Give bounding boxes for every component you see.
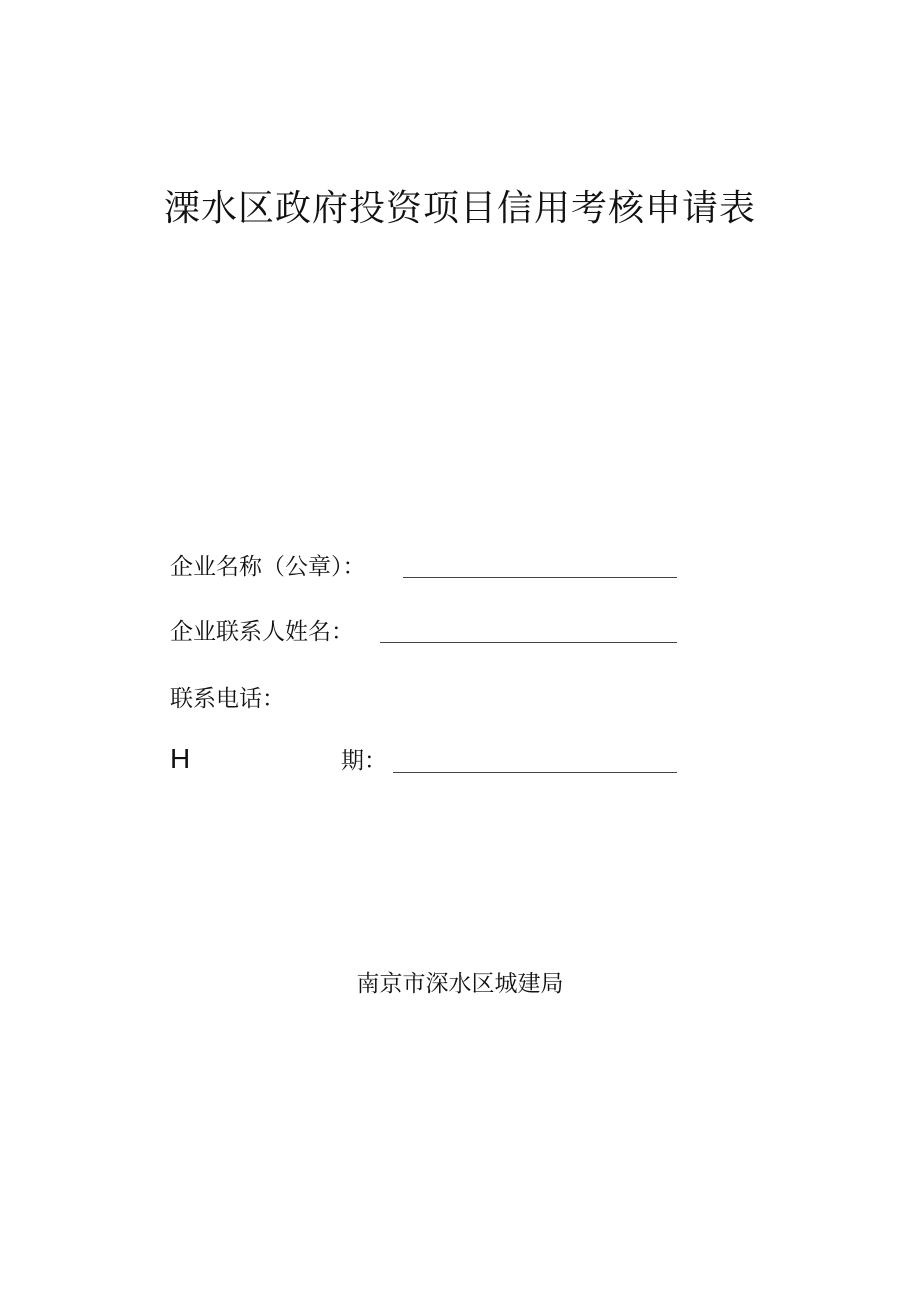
company-name-label: 企业名称（公章）：: [170, 554, 366, 580]
date-label-prefix: H: [170, 743, 191, 774]
date-field[interactable]: [393, 772, 677, 773]
document-title: 溧水区政府投资项目信用考核申请表: [163, 188, 756, 229]
company-name-field[interactable]: [403, 577, 677, 578]
date-label-suffix: 期：: [341, 748, 387, 774]
issuing-authority: 南京市深水区城建局: [356, 971, 564, 997]
phone-label: 联系电话：: [170, 686, 285, 712]
contact-name-label: 企业联系人姓名：: [170, 619, 354, 645]
contact-name-field[interactable]: [380, 642, 677, 643]
